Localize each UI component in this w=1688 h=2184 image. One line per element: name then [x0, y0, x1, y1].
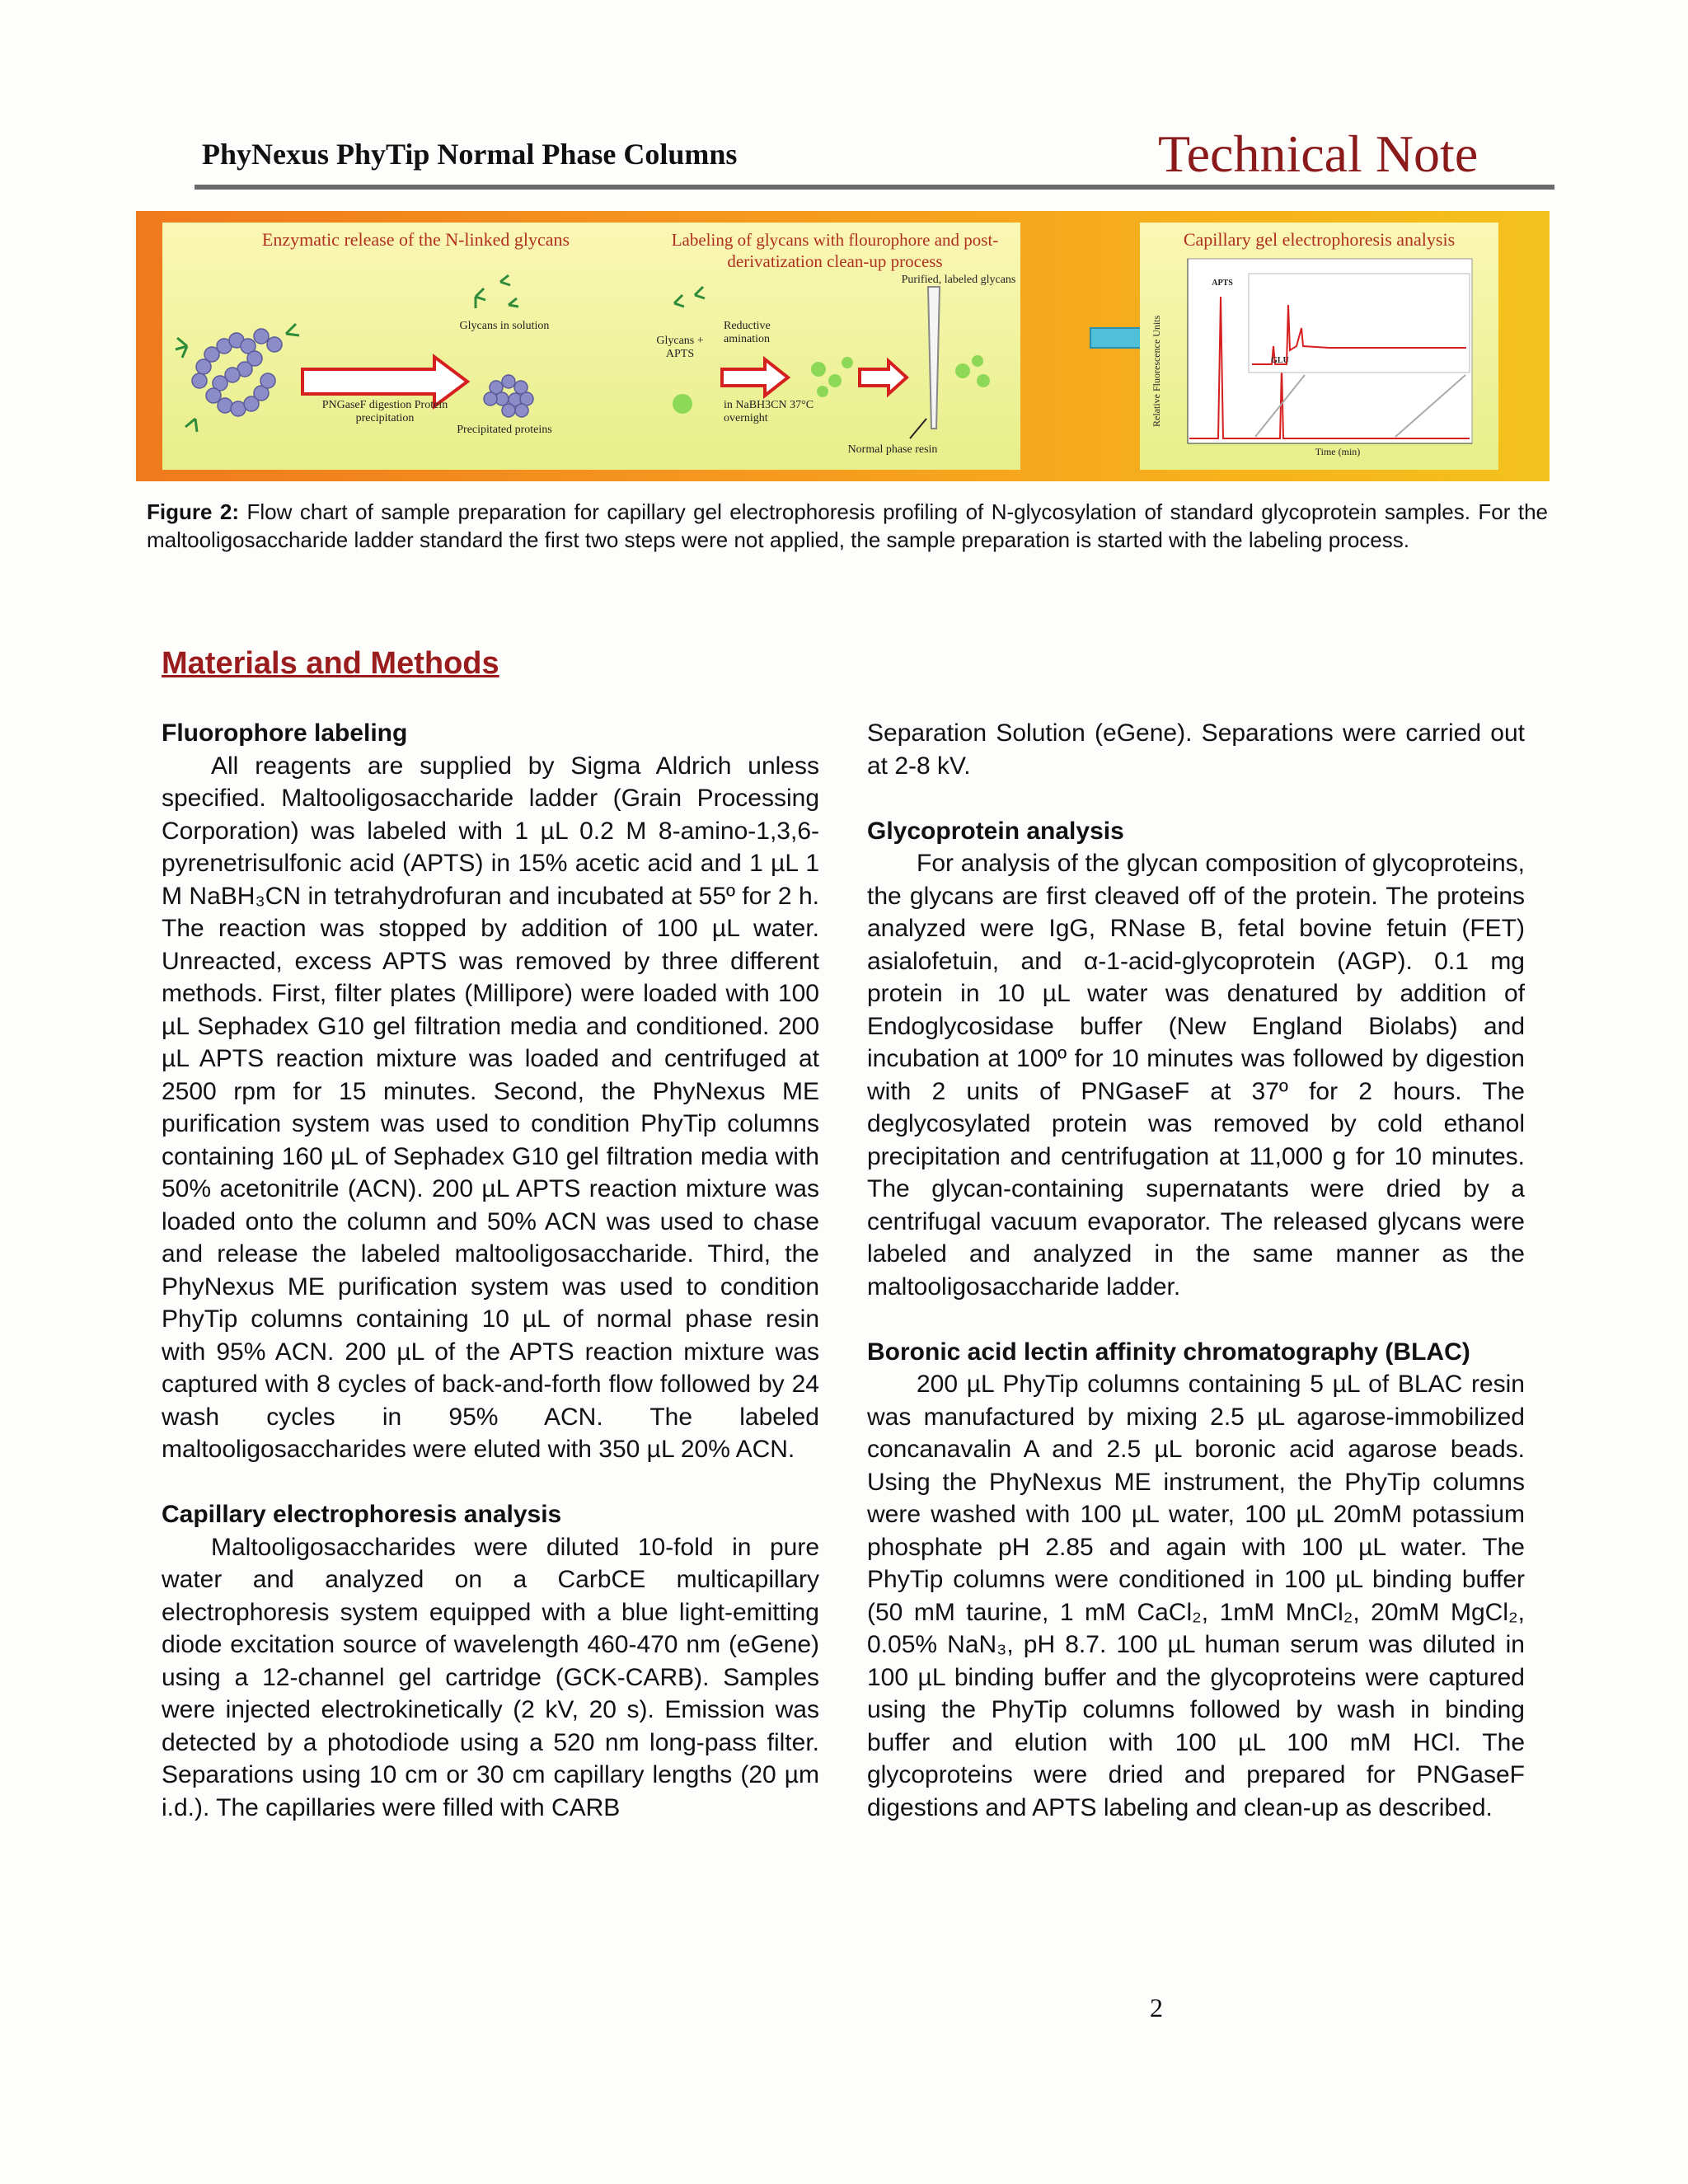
glu-peak-label: GLU	[1271, 356, 1289, 365]
heading-capillary-electrophoresis: Capillary electrophoresis analysis	[162, 1501, 562, 1528]
panel-enzymatic-release	[162, 223, 669, 470]
electropherogram	[1140, 223, 1498, 470]
technical-note-label: Technical Note	[1158, 124, 1479, 183]
purified-label: Purified, labeled glycans	[901, 274, 1016, 286]
paragraph-capillary-electrophoresis: Maltooligosaccharides were diluted 10-fold in pure water and analyzed on a CarbCE multicapillary electrophoresis system equipped with a blue light-emitting diode excitation source of wavelength 460-470 nm (eGene) using a 12-channel gel cartridge (GCK-CARB). Samples were injected electrokinetically (2 kV, 20 s). Emission was detected by a photodiode using a 520 nm long-pass filter. Separations using 10 cm or 30 cm capillary lengths (20 µm i.d.). The capillaries were filled with CARB	[162, 1533, 819, 1821]
panel-2-title: Labeling of glycans with flourophore and post-derivatization clean-up process	[671, 230, 999, 271]
glycans-apts-label: Glycans + APTS	[656, 335, 704, 360]
precipitated-proteins-label: Precipitated proteins	[457, 424, 552, 436]
panel-labeling	[649, 223, 1020, 470]
apts-peak-label: APTS	[1212, 279, 1233, 288]
conditions-label: in NaBH3CN 37°C overnight	[724, 399, 814, 424]
panel-3-title: Capillary gel electrophoresis analysis	[1183, 229, 1456, 250]
rfu-axis-label: Relative Fluorescence Units	[1151, 315, 1162, 427]
panel-capillary-analysis	[1140, 223, 1498, 470]
left-column	[162, 717, 819, 1824]
pngasef-label: PNGaseF digestion Protein precipitation	[321, 399, 448, 424]
document-title: PhyNexus PhyTip Normal Phase Columns	[202, 138, 738, 171]
glycans-in-solution-label: Glycans in solution	[459, 320, 550, 332]
right-column	[867, 717, 1525, 1824]
reductive-amination-label: Reductive amination	[724, 320, 771, 345]
heading-blac: Boronic acid lectin affinity chromatography (BLAC)	[867, 1338, 1470, 1366]
heading-glycoprotein-analysis: Glycoprotein analysis	[867, 817, 1124, 845]
paragraph-blac: 200 µL PhyTip columns containing 5 µL of BLAC resin was manufactured by mixing 2.5 µL agarose-immobilized concanavalin A and 2.5 µL boronic acid agarose beads. Using the PhyNexus ME instrument, the PhyTip columns were washed with 100 µL water, 100 µL 20mM potassium phosphate pH 2.85 and again with 100 µL water. The PhyTip columns were conditioned in 100 µL binding buffer (50 mM taurine, 1 mM CaCl₂, 1mM MnCl₂, 20mM MgCl₂, 0.05% NaN₃, pH 8.7. 100 µL human serum was diluted in 100 µL binding buffer and the glycoproteins were captured using the PhyTip columns followed by wash in binding buffer and elution with 100 µL 100 mM HCl. The glycoproteins were dried and prepared for PNGaseF digestions and APTS labeling and clean-up as described.	[867, 1371, 1525, 1821]
protein-illustration	[162, 223, 669, 470]
section-title: Materials and Methods	[162, 646, 499, 681]
normal-phase-resin-label: Normal phase resin	[847, 443, 938, 456]
heading-fluorophore-labeling: Fluorophore labeling	[162, 719, 408, 747]
header-rule	[195, 185, 1554, 190]
time-axis-label: Time (min)	[1315, 446, 1361, 457]
paragraph-fluorophore-labeling: All reagents are supplied by Sigma Aldrich unless specified. Maltooligosaccharide ladder (Grain Processing Corporation) was labeled with 1 µL 0.2 M 8-amino-1,3,6-pyrenetrisulfonic acid (APTS) in 15% acetic acid and 1 µL 1 M NaBH₃CN in tetrahydrofuran and incubated at 55º for 2 h. The reaction was stopped by addition of 100 µL water. Unreacted, excess APTS was removed by three different methods. First, filter plates (Millipore) were loaded with 100 µL Sephadex G10 gel filtration media and conditioned. 200 µL APTS reaction mixture was loaded and centrifuged at 2500 rpm for 15 minutes. Second, the PhyNexus ME purification system was used to condition PhyTip columns containing 160 µL of Sephadex G10 gel filtration media with 50% acetonitrile (ACN). 200 µL APTS reaction mixture was loaded onto the column and 50% ACN was used to chase and release the labeled maltooligosaccharide. Third, the PhyNexus ME purification system was used to condition PhyTip columns containing 10 µL of normal phase resin with 95% ACN. 200 µL of the APTS reaction mixture was captured with 8 cycles of back-and-forth flow followed by 24 wash cycles in 95% ACN. The labeled maltooligosaccharides were eluted with 350 µL 20% ACN.	[162, 752, 819, 1463]
figure-caption	[147, 498, 1548, 554]
page-number: 2	[1150, 1993, 1163, 2022]
panel-1-title: Enzymatic release of the N-linked glycans	[261, 229, 570, 250]
paragraph-glycoprotein-analysis: For analysis of the glycan composition of glycoproteins, the glycans are first cleaved off of the protein. The proteins analyzed were IgG, RNase B, fetal bovine fetuin (FET) asialofetuin, and α-1-acid-glycoprotein (AGP). 0.1 mg protein in 10 µL water was denatured by addition of Endoglycosidase buffer (New England Biolabs) and incubation at 100º for 10 minutes was followed by digestion with 2 units of PNGaseF at 37º for 2 hours. The deglycosylated protein was removed by cold ethanol precipitation and centrifugation at 11,000 g for 10 minutes. The glycan-containing supernatants were dried by a centrifugal vacuum evaporator. The released glycans were labeled and analyzed in the same manner as the maltooligosaccharide ladder.	[867, 850, 1525, 1301]
caption-label: Figure 2:	[147, 499, 240, 524]
figure-2-flowchart	[136, 211, 1550, 481]
paragraph-separation-continued: Separation Solution (eGene). Separations were carried out at 2-8 kV.	[867, 719, 1525, 780]
caption-text: Flow chart of sample preparation for capillary gel electrophoresis profiling of N-glycosylation of standard glycoprotein samples. For the maltooligosaccharide ladder standard the first two steps were not applied, the sample preparation is started with the labeling process.	[147, 499, 1548, 552]
